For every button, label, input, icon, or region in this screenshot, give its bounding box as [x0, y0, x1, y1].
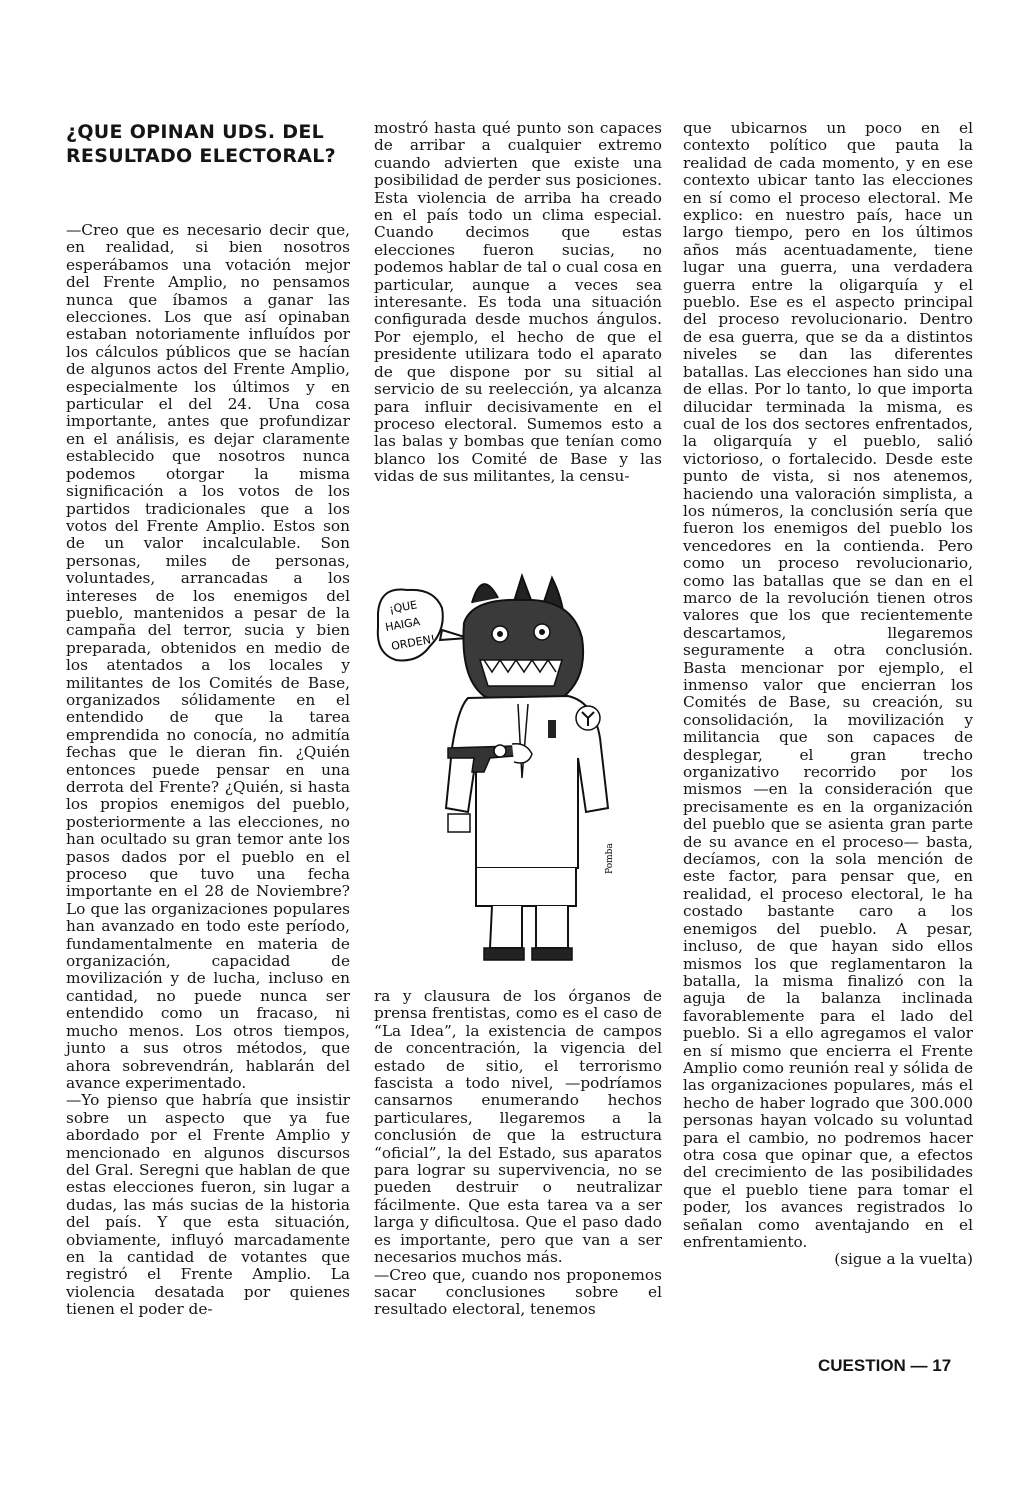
col3-paragraph: que ubicarnos un poco en el contexto político que pauta la realidad de cada momento, y en ese contexto ubicar tanto las elecciones en sí como el proceso electoral. Me explico: en nuestro país, hace un largo tiempo, pero en los últimos años más acentuadamente, tiene lugar una guerra, una verdadera guerra entre la oligarquía y el pueblo. Ese es el aspecto principal del proceso revolucionario. Dentro de esa guerra, que se da a distintos niveles se dan las diferentes batallas. Las elecciones han sido una de ellas. Por lo tanto, lo que importa dilucidar terminada la misma, es cual de los dos sectores enfrentados, la oligarquía y el pueblo, salió victorioso, o fortalecido. Desde este punto de vista, si nos atenemos, haciendo una valoración simplista, a los números, la conclusión sería que fueron los enemigos del pueblo los vencedores en la contienda. Pero como un proceso revolucionario, como las batallas que se dan en el marco de la revolución tienen otros valores que los que recientemente descartamos, llegaremos seguramente a otra conclusión. Basta mencionar por ejemplo, el inmenso valor que encierran los Comités de Base, su creación, su consolidación, la movilización y militancia que son capaces de desplegar, el gran trecho organizativo recorrido por los mismos —en la consideración que precisamente es en la organización del pueblo que se asienta gran parte de su avance en el proceso— basta, decíamos, con la sola mención de este factor, para pensar que, en realidad, el proceso electoral, le ha costado bastante caro a los enemigos del pueblo. A pesar, incluso, de que hayan sido ellos mismos los que reglamentaron la batalla, la misma finalizó con la aguja de la balanza inclinada favorablemente para el lado del pueblo. Si a ello agregamos el valor en sí mismo que encierra el Frente Amplio como reunión real y sólida de las organizaciones populares, más el hecho de haber logrado que 300.000 personas hayan volcado su voluntad para el cambio, no podremos hacer otra cosa que opinar que, a efectos del crecimiento de las posibilidades que el pueblo tiene para tomar el poder, los avances registrados lo señalan como aventajando en el enfrentamiento.: [683, 119, 973, 1251]
cartoon-signature: Pomba: [605, 843, 615, 874]
legs: [484, 906, 572, 960]
bubble-line-2: HAIGA: [384, 615, 422, 634]
column-3: [683, 120, 973, 1269]
continued-note: (sigue a la vuelta): [834, 1250, 973, 1269]
bubble-line-3: ORDEN!: [390, 632, 437, 653]
col1-paragraph-2: —Yo pienso que habría que insistir sobre un aspecto que ya fue abordado por el Frente Amplio y mencionado en algunos discursos del Gral. Seregni que hablan de que estas elecciones fueron, sin lugar a dudas, las más sucias de la historia del país. Y que esta situación, obviamente, influyó marcadamente en la cantidad de votantes que registró el Frente Amplio. La violencia desatada por quienes tienen el poder de-: [66, 1091, 350, 1319]
bubble-line-1: ¡QUE: [388, 598, 419, 616]
speech-bubble: [378, 589, 468, 660]
col2-paragraph-bottom-2: —Creo que, cuando nos proponemos sacar conclusiones sobre el resultado electoral, tenemos: [374, 1265, 662, 1319]
col2-paragraph-top: mostró hasta qué punto son capaces de arribar a cualquier extremo cuando advierten que existe una posibilidad de perder sus posiciones. Esta violencia de arriba ha creado en el país todo un clima especial. Cuando decimos que estas elecciones fueron sucias, no podemos hablar de tal o cual cosa en particular, aunque a veces sea interesante. Es toda una situación configurada desde muchos ángulos. Por ejemplo, el hecho de que el presidente utilizara todo el aparato de que dispone por su sitial al servicio de su reelección, ya alcanza para influir decisivamente en el proceso electoral. Sumemos esto a las balas y bombas que tenían como blanco los Comité de Base y las vidas de sus militantes, la censu-: [374, 119, 662, 486]
uniform-body: [446, 696, 608, 906]
article-headline: ¿QUE OPINAN UDS. DEL RESULTADO ELECTORAL?: [66, 121, 336, 167]
col2-paragraph-bottom: ra y clausura de los órganos de prensa frentistas, como es el caso de “La Idea”, la existencia de campos de concentración, la vigencia del estado de sitio, el terrorismo fascista a todo nivel, —podríamos cansarnos enumerando hechos particulares, llegaremos a la conclusión de que la estructura “oficial”, la del Estado, sus aparatos para lograr su supervivencia, no se pueden destruir o neutralizar fácilmente. Que esta tarea va a ser larga y dificultosa. Que el paso dado es importante, pero que van a ser necesarios muchos más.: [374, 987, 662, 1267]
column-2-bottom: [374, 988, 662, 1319]
col1-paragraph-1: —Creo que es necesario decir que, en realidad, si bien nosotros esperábamos una votación mejor del Frente Amplio, no pensamos nunca que íbamos a ganar las elecciones. Los que así opinaban estaban notoriamente influídos por los cálculos públicos que se hacían de algunos actos del Frente Amplio, especialmente los últimos y en particular el del 24. Una cosa importante, antes que profundizar en el análisis, es dejar claramente establecido que nosotros nunca podemos otorgar la misma significación a los votos de los partidos tradicionales que a los votos del Frente Amplio. Estos son de un valor incalculable. Son personas, miles de personas, voluntades, arrancadas a los intereses de los enemigos del pueblo, mantenidos a pesar de la campaña del terror, sucia y bien preparada, obtenidos en medio de los atentados a los locales y militantes de los Comités de Base, organizados sólidamente en el entendido de que la tarea emprendida no conocía, no admitía fechas que le dieran fin. ¿Quién entonces puede pensar en una derrota del Frente? ¿Quién, si hasta los propios enemigos del pueblo, posteriormente a las elecciones, no han ocultado su gran temor ante los pasos dados por el pueblo en el proceso que tuvo una fecha importante en el 28 de Noviembre? Lo que las organizaciones populares han avanzado en todo este período, fundamentalmente en materia de organización, capacidad de movilización y de lucha, incluso en cantidad, no puede nunca ser entendido como un fracaso, ni mucho menos. Los otros tiempos, junto a sus otros métodos, que ahora sobrevendrán, hablarán del avance experimentado.: [66, 221, 350, 1092]
column-2: [374, 120, 662, 486]
page-folio: CUESTION — 17: [818, 1356, 952, 1375]
column-1: [66, 120, 350, 1319]
cartoon-illustration: [372, 568, 664, 973]
monster-head: [463, 576, 583, 705]
